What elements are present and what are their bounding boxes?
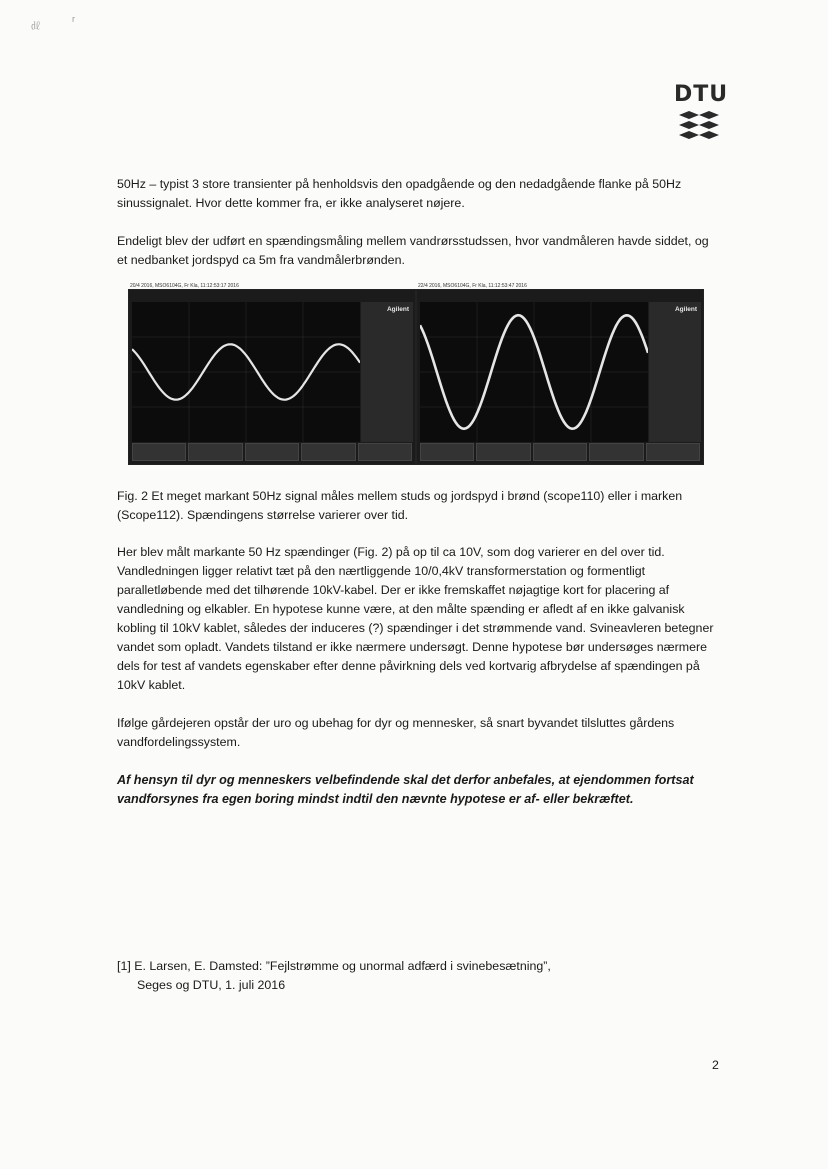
footnote (117, 957, 551, 995)
scope-brand: Agilent (386, 306, 409, 313)
oscilloscope-figure (128, 283, 704, 466)
scope-menu-panel (649, 302, 701, 442)
scope-right (416, 289, 704, 465)
page-number: 2 (712, 1058, 719, 1072)
scope-softkeys (420, 443, 700, 461)
footnote-line: [1] E. Larsen, E. Damsted: ”Fejlstrømme og unormal adfærd i svinebesætning”, (117, 959, 551, 973)
scope-left (128, 289, 416, 465)
paragraph-measurement: Endeligt blev der udført en spændingsmåling mellem vandrørsstudssen, hvor vandmåleren havde siddet, og et nedbanket jordspyd ca 5m fra vandmålerbrønden. (117, 234, 709, 267)
scope-screen (420, 302, 648, 442)
paragraph-transients: 50Hz – typist 3 store transienter på henholdsvis den opadgående og den nedadgående flanke på 50Hz sinussignalet. Hvor dette kommer fra, er ikke analyseret nøjere. (117, 177, 682, 210)
scope-timestamp: 20/4 2016, MSO6104G, Fr Kla, 11:12:53:17 2016 (130, 283, 239, 289)
scope-trace (132, 302, 360, 442)
paragraph-recommendation: Af hensyn til dyr og menneskers velbefindende skal det derfor anbefales, at ejendommen fortsat vandforsynes fra egen boring mindst indtil den nævnte hypotese er af- eller bekræftet. (117, 773, 694, 806)
logo-text: DTU (674, 82, 729, 107)
scope-menu-panel (361, 302, 413, 442)
scope-brand: Agilent (674, 306, 697, 313)
scope-screen (132, 302, 360, 442)
paragraph-farmer: Ifølge gårdejeren opstår der uro og ubehag for dyr og mennesker, så snart byvandet tilsluttes gårdens vandfordelingssystem. (117, 716, 675, 749)
scope-trace (420, 302, 648, 442)
scan-mark: ㎗ (31, 21, 41, 31)
scan-mark: r (72, 14, 75, 24)
footnote-line: Seges og DTU, 1. juli 2016 (137, 978, 286, 992)
scope-timestamp: 22/4 2016, MSO6104G, Fr Kla, 11:12:53:47 2016 (418, 283, 527, 289)
figure-caption: Fig. 2 Et meget markant 50Hz signal måles mellem studs og jordspyd i brønd (scope110) eller i marken (Scope112). Spændingens størrelse varierer over tid. (117, 489, 683, 522)
logo-waves-icon (677, 110, 721, 140)
dtu-logo (674, 82, 729, 140)
scope-softkeys (132, 443, 412, 461)
paragraph-observations: Her blev målt markante 50 Hz spændinger (Fig. 2) på op til ca 10V, som dog varierer en del over tid. Vandledningen ligger relativt tæt på den nærtliggende 10/0,4kV transformerstation og formentligt paralletløbende med det tilhørende 10kV-kabel. Der er ikke fremskaffet nøjagtige kort for placering af vandledning og elkabler. En hypotese kunne være, at den målte spænding er afledt af en ikke galvanisk kobling til 10kV kablet, således der induceres (?) spændinger i det strømmende vand. Svineavleren betegner vandet som opladt. Vandets tilstand er ikke nærmere undersøgt. Denne hypotese bør undersøges nærmere dels for test af vandets egenskaber efter denne påvirkning dels ved kortvarig afbrydelse af spændingen på 10kV kablet. (117, 545, 714, 692)
